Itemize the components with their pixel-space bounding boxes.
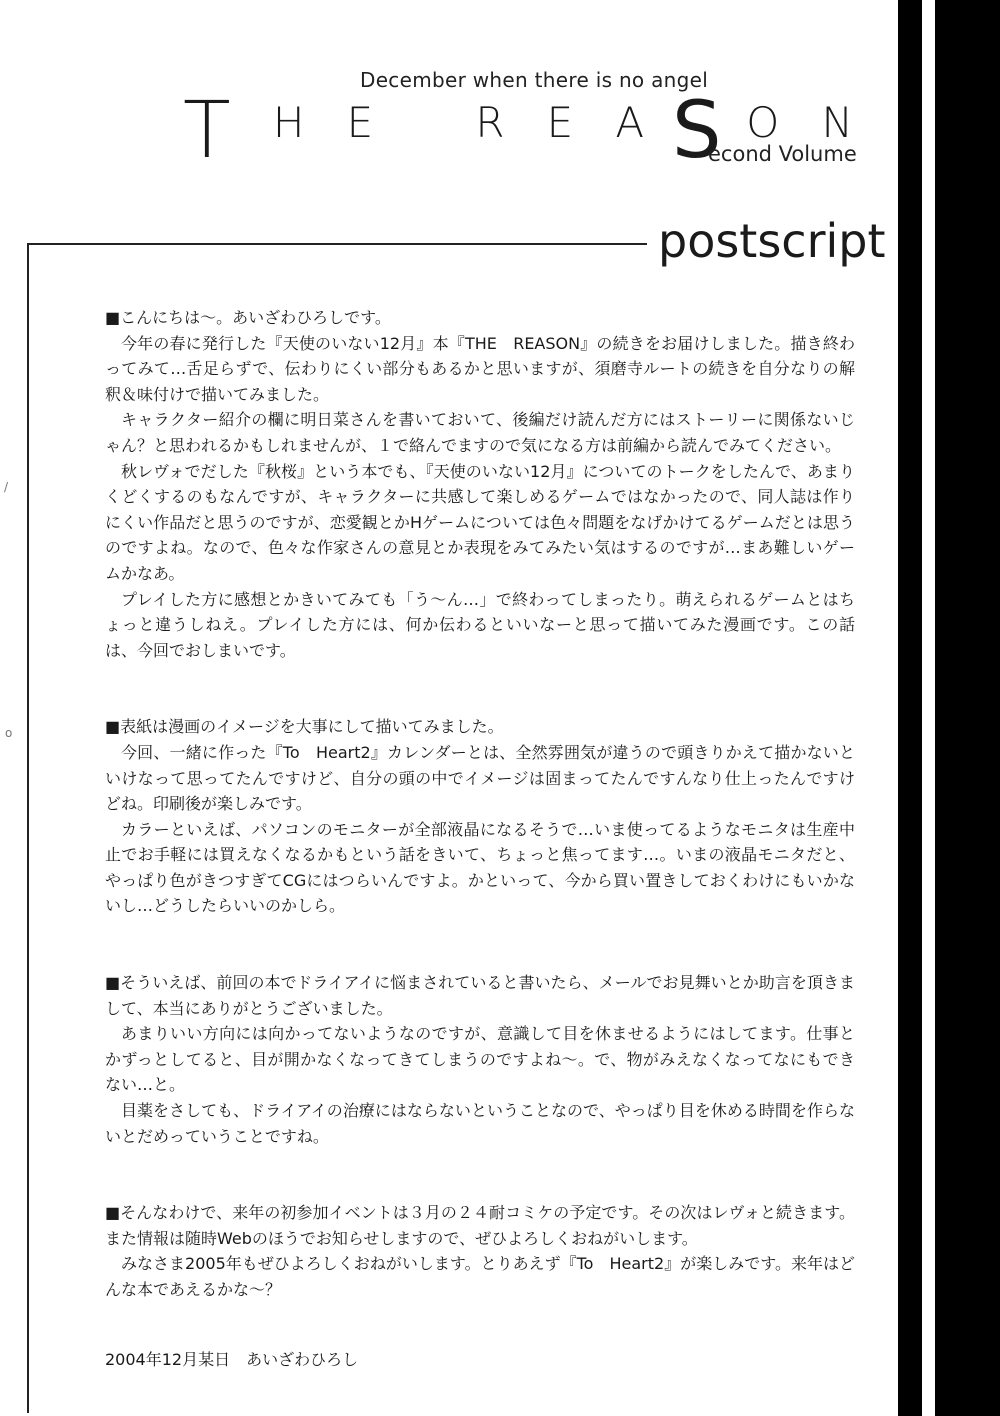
- paragraph: ■そんなわけで、来年の初参加イベントは３月の２４耐コミケの予定です。その次はレヴォと続きます。また情報は随時Webのほうでお知らせしますので、ぜひよろしくおねがいします。: [105, 1203, 855, 1248]
- paragraph: 秋レヴォでだした『秋桜』という本でも、『天使のいない12月』についてのトークをしたんで、あまりくどくするのもなんですが、キャラクターに共感して楽しめるゲームではなかったので、同人誌は作りにくい作品だと思うのですが、恋愛観とかHゲームについては色々問題をなげかけてるゲームだとは思うのですよね。なので、色々な作家さんの意見とか表現をみてみたい気はするのですが…まあ難しいゲームかなあ。: [105, 461, 855, 583]
- section-label: postscript: [658, 214, 886, 268]
- title-letter: R: [475, 98, 505, 147]
- section-block: [105, 1200, 855, 1302]
- margin-mark: /: [4, 480, 9, 494]
- paragraph: 今年の春に発行した『天使のいない12月』本『THE REASON』の続きをお届けしました。描き終わってみて…舌足らずで、伝わりにくい部分もあるかと思いますが、須磨寺ルートの続きを自分なりの解釈＆味付けで描いてみました。: [105, 333, 855, 404]
- paragraph: 今回、一緒に作った『To Heart2』カレンダーとは、全然雰囲気が違うので頭きりかえて描かないといけなって思ってたんですけど、自分の頭の中でイメージは固まってたんですんなり仕上ったんですけどね。印刷後が楽しみです。: [105, 742, 855, 814]
- paragraph: ■こんにちは〜。あいざわひろしです。: [105, 308, 391, 327]
- signature: 2004年12月某日 あいざわひろし: [105, 1350, 359, 1369]
- title-letter: A: [615, 98, 645, 147]
- edge-bar-thick: [935, 0, 1000, 1416]
- volume-label: econd Volume: [708, 142, 857, 166]
- volume-s-letter: S: [672, 86, 722, 176]
- frame-left-rule: [27, 243, 29, 1413]
- paragraph: カラーといえば、パソコンのモニターが全部液晶になるそうで…いま使ってるようなモニタは生産中止でお手軽には買えなくなるかもという話をきいて、ちょっと焦ってます…。いまの液晶モニタだと、やっぱり色がきつすぎてCGにはつらいんですよ。かといって、今から買い置きしておくわけにもいかないし…どうしたらいいのかしら。: [105, 819, 855, 916]
- paragraph: ■表紙は漫画のイメージを大事にして描いてみました。: [105, 717, 504, 737]
- title-letter: O: [746, 98, 780, 147]
- paragraph: みなさま2005年もぜひよろしくおねがいします。とりあえず『To Heart2』が楽しみです。来年はどんな本であえるかな〜？: [105, 1254, 855, 1299]
- section-block: [105, 970, 855, 1149]
- section-block: [105, 305, 855, 663]
- title-letter: E: [546, 98, 574, 147]
- paragraph: キャラクター紹介の欄に明日菜さんを書いておいて、後編だけ読んだ方にはストーリーに関係ないじゃん？と思われるかもしれませんが、１で絡んでますので気になる方は前編から読んでみてください。: [105, 410, 855, 455]
- paragraph: 目薬をさしても、ドライアイの治療にはならないということなので、やっぱり目を休める時間を作らないとだめっていうことですね。: [105, 1101, 855, 1146]
- title-letter: H: [272, 98, 305, 147]
- title-letter: N: [821, 98, 853, 147]
- title-letter: T: [183, 86, 231, 176]
- title-letter: E: [346, 98, 374, 147]
- section-block: [105, 714, 855, 919]
- margin-mark: o: [5, 726, 13, 740]
- paragraph: プレイした方に感想とかきいてみても「う〜ん…」で終わってしまったり。萌えられるゲームとはちょっと違うしねえ。プレイした方には、何か伝わるといいなーと思って描いてみた漫画です。この話は、今回でおしまいです。: [105, 589, 855, 660]
- postscript-body: [105, 305, 855, 1303]
- subtitle: December when there is no angel: [360, 68, 709, 92]
- paragraph: あまりいい方向には向かってないようなのですが、意識して目を休ませるようにはしてます。仕事とかずっとしてると、目が開かなくなってきてしまうのですよね〜。で、物がみえなくなってなにもできない…と。: [105, 1024, 855, 1095]
- frame-top-rule: [27, 243, 647, 245]
- edge-bar-thin: [898, 0, 922, 1416]
- paragraph: ■そういえば、前回の本でドライアイに悩まされていると書いたら、メールでお見舞いとか助言を頂きまして、本当にありがとうございました。: [105, 973, 855, 1018]
